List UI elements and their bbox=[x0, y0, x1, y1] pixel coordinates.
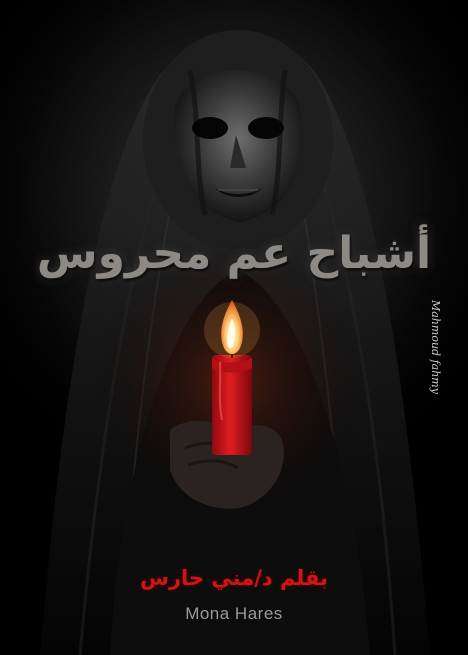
book-title: أشباح عم محروس bbox=[36, 228, 432, 279]
author-english: Mona Hares bbox=[185, 604, 283, 623]
artist-signature: Mahmoud fahmy bbox=[429, 300, 442, 394]
author-arabic: بقلم د/مني حارس bbox=[139, 566, 328, 590]
